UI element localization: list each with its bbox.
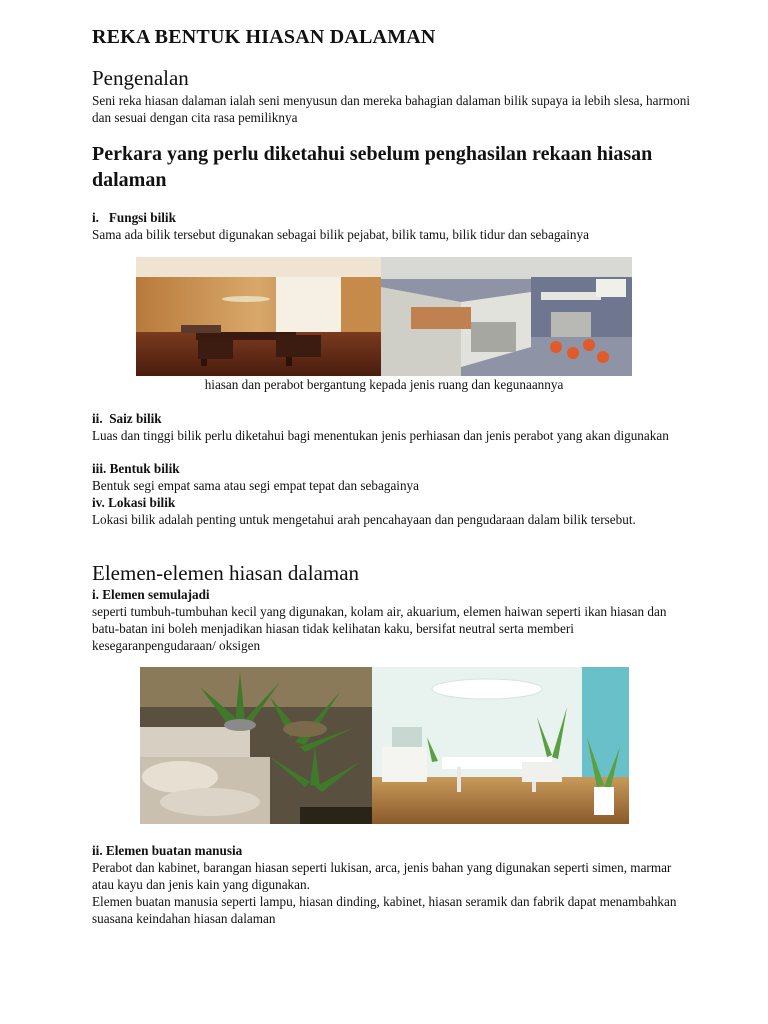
dining-room-photo: [136, 257, 381, 376]
item-bentuk-label: iii. Bentuk bilik: [92, 461, 180, 476]
section2-heading: Elemen-elemen hiasan dalaman: [92, 561, 360, 585]
item-fungsi-label: i. Fungsi bilik: [92, 210, 176, 225]
modern-living-photo: [372, 667, 629, 824]
image-caption: hiasan dan perabot bergantung kepada jenis ruang dan kegunaannya: [204, 377, 564, 392]
item-saiz-text: Luas dan tinggi bilik perlu diketahui bagi menentukan jenis perhiasan dan jenis perabot yang akan digunakan: [92, 428, 669, 443]
office-layout-photo: [381, 257, 632, 376]
item-buatan-label: ii. Elemen buatan manusia: [92, 843, 243, 858]
item-lokasi-text: Lokasi bilik adalah penting untuk mengetahui arah pencahayaan dan pengudaraan dalam bilik tersebut.: [92, 512, 636, 527]
item-saiz-label: ii. Saiz bilik: [92, 411, 162, 426]
document-title: REKA BENTUK HIASAN DALAMAN: [92, 26, 436, 48]
item-fungsi-text: Sama ada bilik tersebut digunakan sebagai bilik pejabat, bilik tamu, bilik tidur dan sebagainya: [92, 227, 589, 242]
section1-heading: Perkara yang perlu diketahui sebelum penghasilan rekaan hiasan dalaman: [92, 143, 653, 191]
item-semulajadi-text: seperti tumbuh-tumbuhan kecil yang digunakan, kolam air, akuarium, elemen haiwan seperti ikan hiasan dan batu-batan ini boleh menjadikan hiasan tidak kelihatan kaku, bersifat neutral serta memberi kesegaranpengudaraan/ oksigen: [92, 604, 667, 653]
item-buatan-text2: Elemen buatan manusia seperti lampu, hiasan dinding, kabinet, hiasan seramik dan fabrik dapat menambahkan suasana keindahan hiasan dalaman: [92, 894, 677, 926]
item-semulajadi-label: i. Elemen semulajadi: [92, 587, 210, 602]
item-lokasi-label: iv. Lokasi bilik: [92, 495, 176, 510]
indoor-plants-photo: [140, 667, 372, 824]
item-bentuk-text: Bentuk segi empat sama atau segi empat tepat dan sebagainya: [92, 478, 420, 493]
item-buatan-text: Perabot dan kabinet, barangan hiasan seperti lukisan, arca, jenis bahan yang digunakan seperti simen, marmar atau kayu dan jenis kain yang digunakan.: [92, 860, 672, 892]
intro-heading: Pengenalan: [92, 66, 189, 90]
intro-text: Seni reka hiasan dalaman ialah seni menyusun dan mereka bahagian dalaman bilik supaya ia lebih slesa, harmoni dan sesuai dengan cita rasa pemiliknya: [92, 93, 691, 125]
